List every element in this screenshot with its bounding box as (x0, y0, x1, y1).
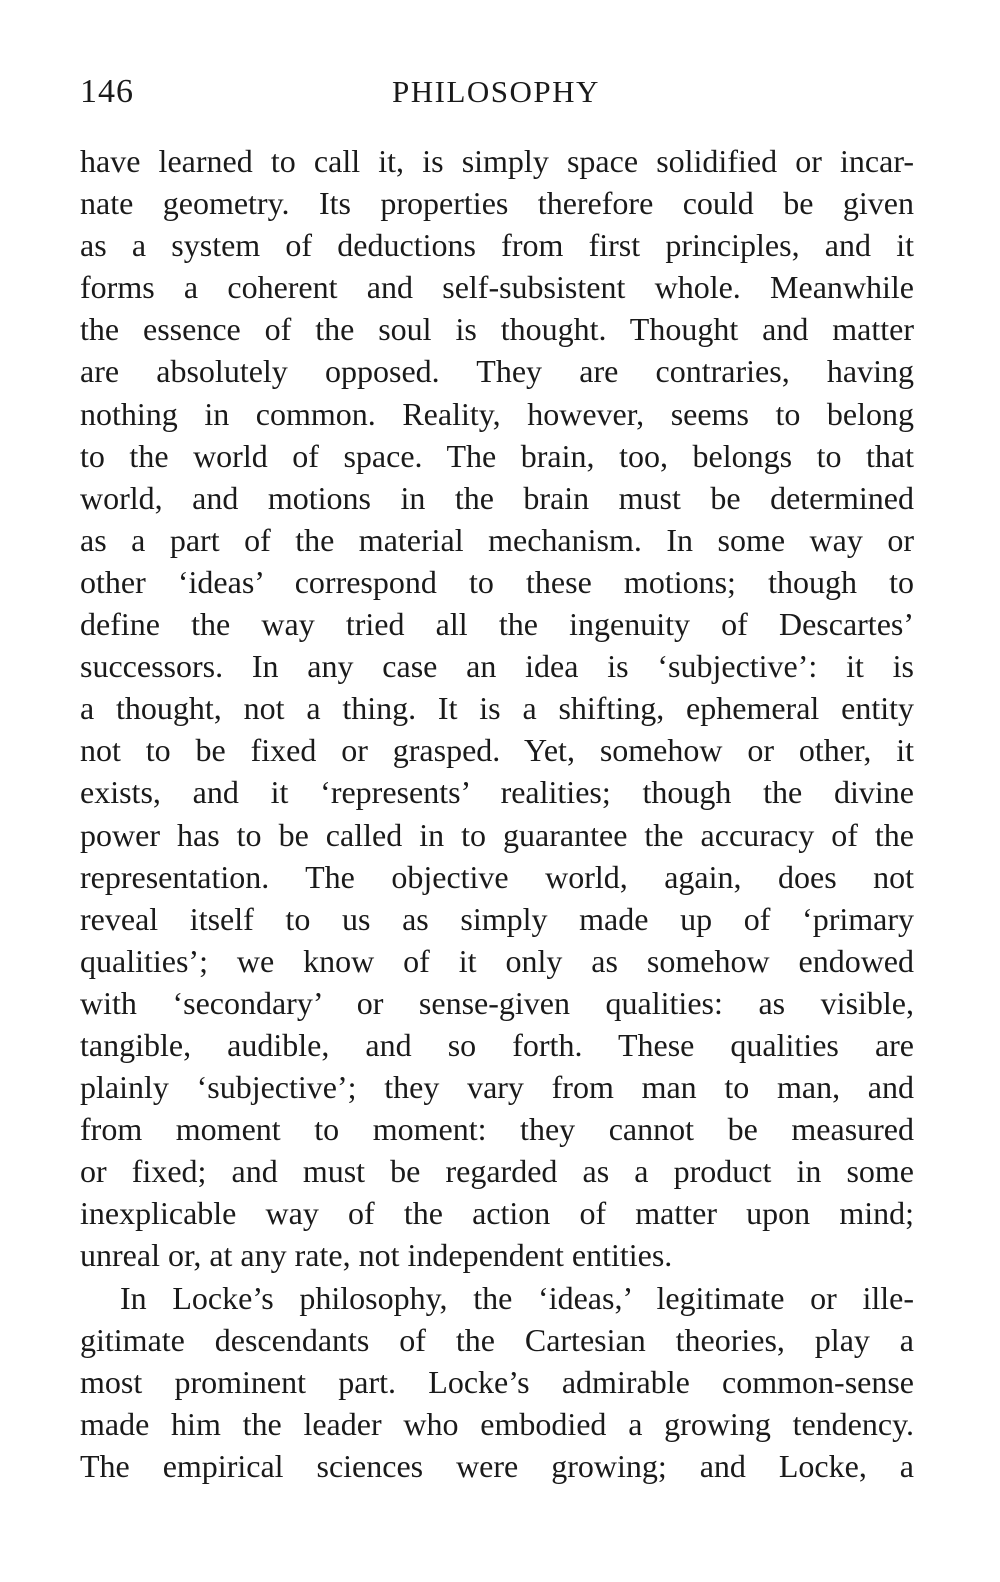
body-text (80, 140, 914, 1487)
text-line: are absolutely opposed. They are contraries, having (80, 353, 914, 390)
text-line: exists, and it ‘represents’ realities; though the divine (80, 774, 914, 811)
text-line: from moment to moment: they cannot be measured (80, 1111, 914, 1148)
text-line: the essence of the soul is thought. Thought and matter (80, 311, 914, 348)
text-line: nothing in common. Reality, however, seems to belong (80, 395, 914, 432)
text-line: nate geometry. Its properties therefore could be given (80, 185, 914, 222)
text-line: power has to be called in to guarantee the accuracy of the (80, 816, 914, 853)
text-line: tangible, audible, and so forth. These qualities are (80, 1026, 914, 1063)
text-line: inexplicable way of the action of matter upon mind; (80, 1195, 914, 1232)
text-line: gitimate descendants of the Cartesian theories, play a (80, 1321, 914, 1358)
running-head (80, 70, 912, 114)
text-line: representation. The objective world, again, does not (80, 858, 914, 895)
text-line: reveal itself to us as simply made up of ‘primary (80, 900, 914, 937)
text-line: as a system of deductions from first principles, and it (80, 227, 914, 264)
text-line: world, and motions in the brain must be determined (80, 479, 914, 516)
text-line: as a part of the material mechanism. In some way or (80, 521, 914, 558)
text-line: In Locke’s philosophy, the ‘ideas,’ legitimate or ille- (120, 1279, 914, 1316)
text-line: most prominent part. Locke’s admirable common-sense (80, 1363, 914, 1400)
text-line: a thought, not a thing. It is a shifting, ephemeral entity (80, 690, 914, 727)
text-line: plainly ‘subjective’; they vary from man to man, and (80, 1069, 914, 1106)
text-line: The empirical sciences were growing; and Locke, a (80, 1447, 914, 1484)
text-line: made him the leader who embodied a growing tendency. (80, 1405, 914, 1442)
running-title: PHILOSOPHY (392, 74, 600, 109)
text-line: forms a coherent and self-subsistent whole. Meanwhile (80, 269, 914, 306)
text-line: successors. In any case an idea is ‘subjective’: it is (80, 648, 914, 685)
page-number: 146 (80, 73, 134, 110)
text-line: define the way tried all the ingenuity of Descartes’ (80, 606, 914, 643)
text-line: to the world of space. The brain, too, belongs to that (80, 437, 914, 474)
text-line: qualities’; we know of it only as somehow endowed (80, 942, 914, 979)
text-line: have learned to call it, is simply space solidified or incar- (80, 143, 914, 179)
text-line: other ‘ideas’ correspond to these motions; though to (80, 563, 914, 600)
paragraph-2 (80, 1277, 914, 1487)
text-line: with ‘secondary’ or sense-given qualities: as visible, (80, 984, 914, 1021)
text-line: not to be fixed or grasped. Yet, somehow or other, it (80, 732, 914, 769)
text-line: or fixed; and must be regarded as a product in some (80, 1153, 914, 1190)
text-line: unreal or, at any rate, not independent entities. (80, 1237, 673, 1274)
paragraph-1 (80, 140, 914, 1277)
